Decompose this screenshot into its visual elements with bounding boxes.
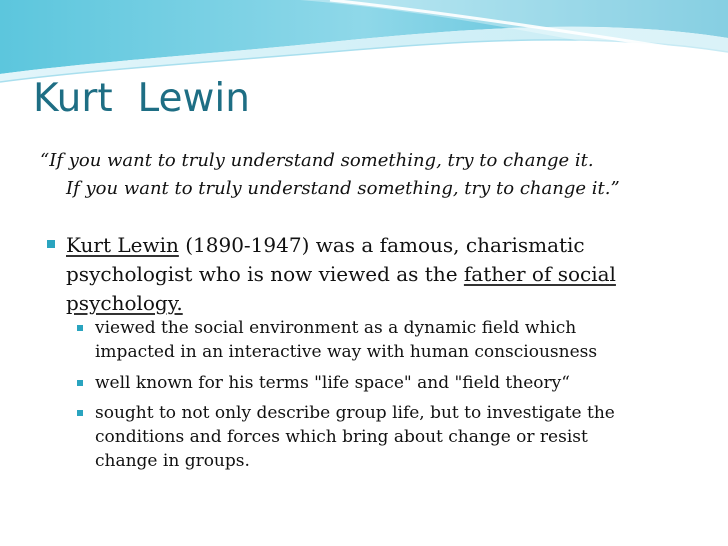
square-bullet-icon [77,325,83,331]
slide-title: Kurt Lewin [33,76,250,121]
sub-bullet-1: viewed the social environment as a dynamic field which impacted in an interactive way with human consciousness [95,318,598,362]
sub-bullet-3: sought to not only describe group life, but to investigate the conditions and forces which bring about change or resist change in groups. [95,403,615,471]
main-bullet-text: Kurt Lewin (1890-1947) was a famous, charismatic psychologist who is now viewed as the father of social psychology. [66,233,616,315]
square-bullet-icon [47,240,55,248]
quote-block [40,147,710,203]
sub-bullet-2: well known for his terms "life space" and "field theory“ [95,373,570,393]
quote-line-2: If you want to truly understand something, try to change it.” [66,178,620,199]
square-bullet-icon [77,410,83,416]
father-of-social-psychology-link-cont[interactable]: psychology. [66,291,183,315]
kurt-lewin-link[interactable]: Kurt Lewin [66,233,179,257]
father-of-social-psychology-link[interactable]: father of social [463,262,616,286]
quote-line-1: “If you want to truly understand something, try to change it. [40,150,594,171]
square-bullet-icon [77,380,83,386]
